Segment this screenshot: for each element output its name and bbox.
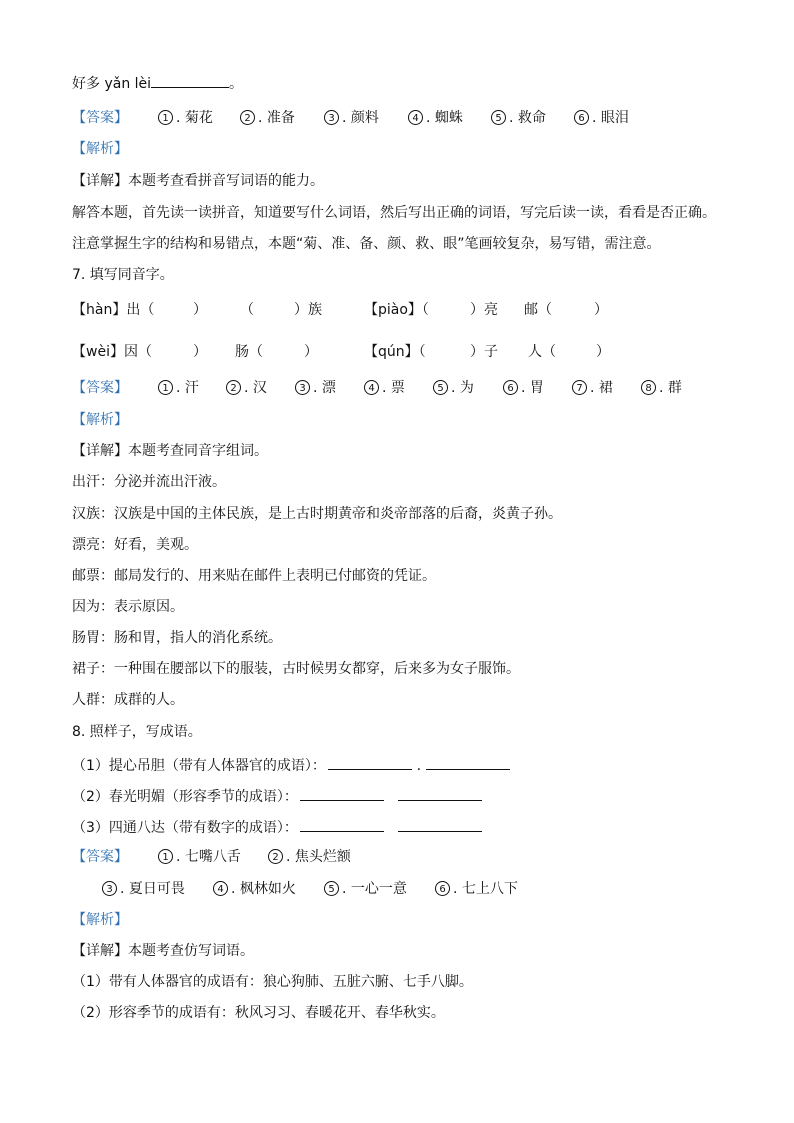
definition-line: 人群：成群的人。 [72, 692, 184, 708]
definition-line: 出汗：分泌并流出汗液。 [72, 474, 226, 490]
answer-blank [426, 755, 510, 770]
homophone-item: 【qún】（ [364, 344, 426, 360]
answer-item: 1 . 七嘴八舌 [158, 848, 241, 866]
analysis-label: 【解析】 [72, 141, 128, 157]
homophone-item: 人（ [528, 344, 556, 360]
answer-blank [151, 73, 229, 88]
answer-item: 4 . 票 [364, 379, 405, 397]
detail-line: 【详解】本题考查看拼音写词语的能力。 [72, 173, 324, 189]
pinyin-text: yǎn lèi [104, 76, 152, 92]
answer-item: 2 . 准备 [240, 109, 295, 127]
homophone-item: 邮（ [524, 302, 552, 318]
answer-item: 3 . 颜料 [324, 109, 379, 127]
explanation-line: （2）形容季节的成语有：秋风习习、春暖花开、春华秋实。 [72, 1005, 445, 1021]
detail-line: 【详解】本题考查仿写词语。 [72, 943, 254, 959]
homophone-item: （ [240, 302, 254, 318]
answer-blank [300, 786, 384, 801]
homophone-item: 【piào】（ [364, 302, 429, 318]
answer-blank [398, 786, 482, 801]
answer-blank [300, 817, 384, 832]
homophone-item-close: ）族 [294, 302, 322, 318]
definition-line: 因为：表示原因。 [72, 599, 184, 615]
analysis-label: 【解析】 [72, 912, 128, 928]
definition-line: 裙子：一种围在腰部以下的服装，古时候男女都穿，后来多为女子服饰。 [72, 661, 520, 677]
paragraph: 注意掌握生字的结构和易错点，本题“菊、准、备、颜、救、眼”笔画较复杂，易写错，需注意。 [72, 236, 661, 252]
homophone-item-close: ） [193, 344, 207, 360]
definition-line: 漂亮：好看，美观。 [72, 537, 198, 553]
answer-item: 1 . 菊花 [158, 109, 213, 127]
homophone-item: 【wèi】因（ [72, 344, 152, 360]
definition-line: 肠胃：肠和胃，指人的消化系统。 [72, 630, 282, 646]
answer-label: 【答案】 [72, 849, 128, 865]
answer-blank [398, 817, 482, 832]
answer-item: 6 . 眼泪 [574, 109, 629, 127]
question-title: 7. 填写同音字。 [72, 267, 174, 283]
answer-item: 3 . 漂 [295, 379, 336, 397]
homophone-item-close: ）子 [470, 344, 498, 360]
answer-item: 5 . 一心一意 [324, 880, 407, 898]
homophone-item-close: ） [193, 302, 207, 318]
homophone-item-close: ） [304, 344, 318, 360]
idiom-prompt: （1）提心吊胆（带有人体器官的成语）： . [72, 755, 510, 775]
homophone-item-close: ） [596, 344, 610, 360]
homophone-item: 肠（ [235, 344, 263, 360]
answer-item: 2 . 汉 [226, 379, 267, 397]
definition-line: 邮票：邮局发行的、用来贴在邮件上表明已付邮资的凭证。 [72, 568, 436, 584]
answer-item: 5 . 救命 [491, 109, 546, 127]
answer-item: 6 . 七上八下 [435, 880, 518, 898]
answer-label: 【答案】 [72, 380, 128, 396]
homophone-item-close: ）亮 [470, 302, 498, 318]
definition-line: 汉族：汉族是中国的主体民族，是上古时期黄帝和炎帝部落的后裔，炎黄子孙。 [72, 506, 562, 522]
explanation-line: （1）带有人体器官的成语有：狼心狗肺、五脏六腑、七手八脚。 [72, 974, 473, 990]
answer-item: 4 . 枫林如火 [213, 880, 296, 898]
idiom-prompt: （2）春光明媚（形容季节的成语）： [72, 786, 482, 806]
answer-item: 3 . 夏日可畏 [102, 880, 185, 898]
answer-item: 1 . 汗 [158, 379, 199, 397]
answer-label: 【答案】 [72, 110, 128, 126]
answer-item: 8 . 群 [641, 379, 682, 397]
answer-item: 5 . 为 [433, 379, 474, 397]
homophone-item-close: ） [594, 302, 608, 318]
detail-line: 【详解】本题考查同音字组词。 [72, 443, 268, 459]
analysis-label: 【解析】 [72, 412, 128, 428]
answer-item: 4 . 蜘蛛 [408, 109, 463, 127]
fill-in-line [72, 73, 243, 93]
answer-item: 6 . 胃 [503, 379, 544, 397]
homophone-item: 【hàn】出（ [72, 302, 155, 318]
answer-item: 7 . 裙 [572, 379, 613, 397]
idiom-prompt: （3）四通八达（带有数字的成语）： [72, 817, 482, 837]
answer-blank [328, 755, 412, 770]
answer-item: 2 . 焦头烂额 [268, 848, 351, 866]
question-title: 8. 照样子，写成语。 [72, 724, 202, 740]
suffix-text: 。 [229, 76, 244, 92]
paragraph: 解答本题，首先读一读拼音，知道要写什么词语，然后写出正确的词语，写完后读一读，看看是否正确。 [72, 205, 716, 221]
prefix-text: 好多 [72, 76, 100, 92]
